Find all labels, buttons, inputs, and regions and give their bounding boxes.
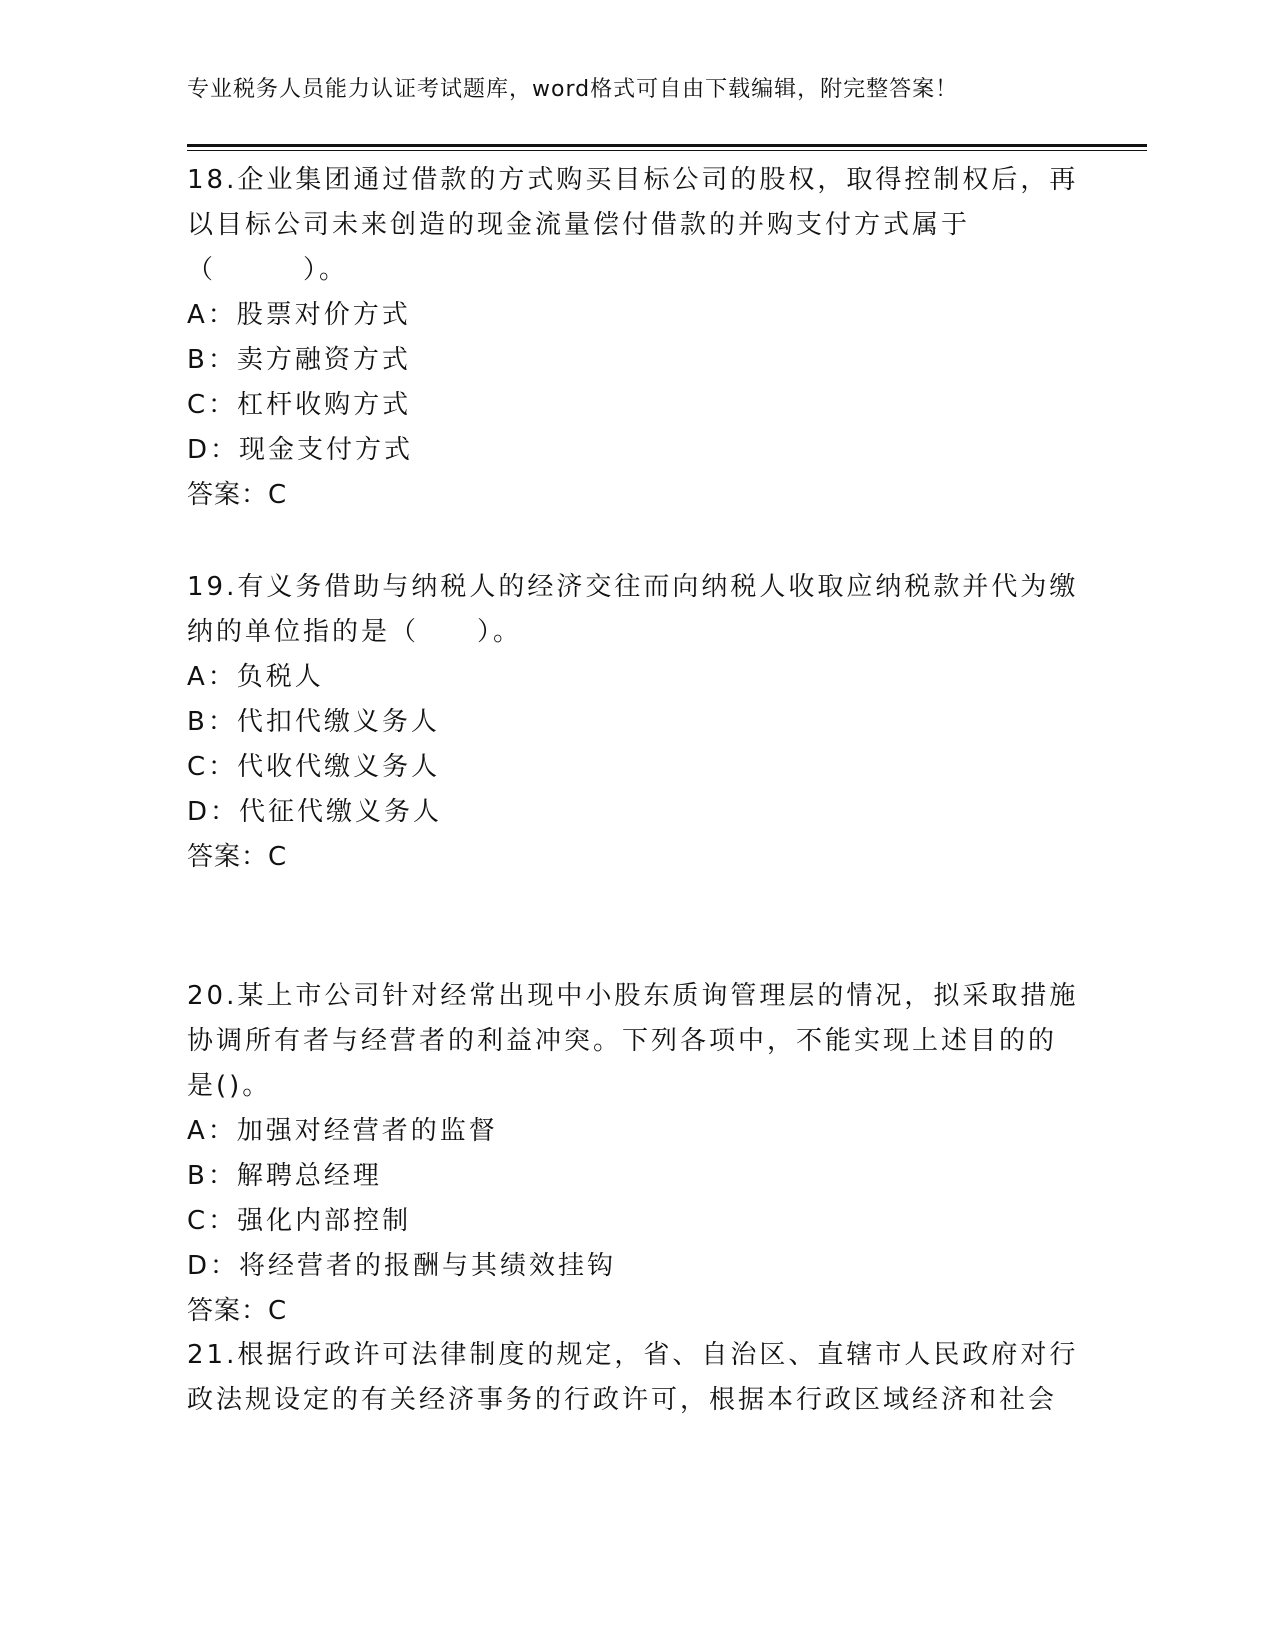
question-stem-line: （ ）。 [187, 255, 349, 285]
option-b: B：代扣代缴义务人 [187, 707, 440, 737]
page-header: 专业税务人员能力认证考试题库，word格式可自由下载编辑，附完整答案！ [187, 77, 959, 102]
option-b: B：卖方融资方式 [187, 345, 411, 375]
question-stem-line: 19.有义务借助与纳税人的经济交往而向纳税人收取应纳税款并代为缴 [187, 572, 1079, 602]
question-21 [187, 1333, 1087, 1423]
option-c: C：代收代缴义务人 [187, 752, 441, 782]
answer-line: 答案：C [187, 1296, 288, 1326]
option-a: A：加强对经营者的监督 [187, 1116, 498, 1146]
option-c: C：强化内部控制 [187, 1206, 412, 1236]
option-a: A：负税人 [187, 662, 324, 692]
option-b: B：解聘总经理 [187, 1161, 382, 1191]
answer-line: 答案：C [187, 842, 288, 872]
question-stem-line: 纳的单位指的是（ ）。 [187, 617, 523, 647]
question-19 [187, 565, 1087, 880]
question-stem-line: 18.企业集团通过借款的方式购买目标公司的股权，取得控制权后，再 [187, 165, 1079, 195]
header-rule-thin [187, 150, 1147, 151]
header-rule-thick [187, 144, 1147, 147]
question-stem-line: 以目标公司未来创造的现金流量偿付借款的并购支付方式属于 [187, 210, 971, 240]
option-c: C：杠杆收购方式 [187, 390, 412, 420]
option-a: A：股票对价方式 [187, 300, 411, 330]
question-20 [187, 974, 1087, 1334]
question-stem-line: 政法规设定的有关经济事务的行政许可，根据本行政区域经济和社会 [187, 1385, 1058, 1415]
option-d: D：代征代缴义务人 [187, 797, 443, 827]
question-stem-line: 20.某上市公司针对经常出现中小股东质询管理层的情况，拟采取措施 [187, 981, 1079, 1011]
question-stem-line: 协调所有者与经营者的利益冲突。下列各项中，不能实现上述目的的 [187, 1026, 1058, 1056]
question-stem-line: 是()。 [187, 1071, 272, 1101]
option-d: D：现金支付方式 [187, 435, 414, 465]
option-d: D：将经营者的报酬与其绩效挂钩 [187, 1251, 617, 1281]
answer-line: 答案：C [187, 480, 288, 510]
question-18 [187, 158, 1087, 518]
question-stem-line: 21.根据行政许可法律制度的规定，省、自治区、直辖市人民政府对行 [187, 1340, 1079, 1370]
